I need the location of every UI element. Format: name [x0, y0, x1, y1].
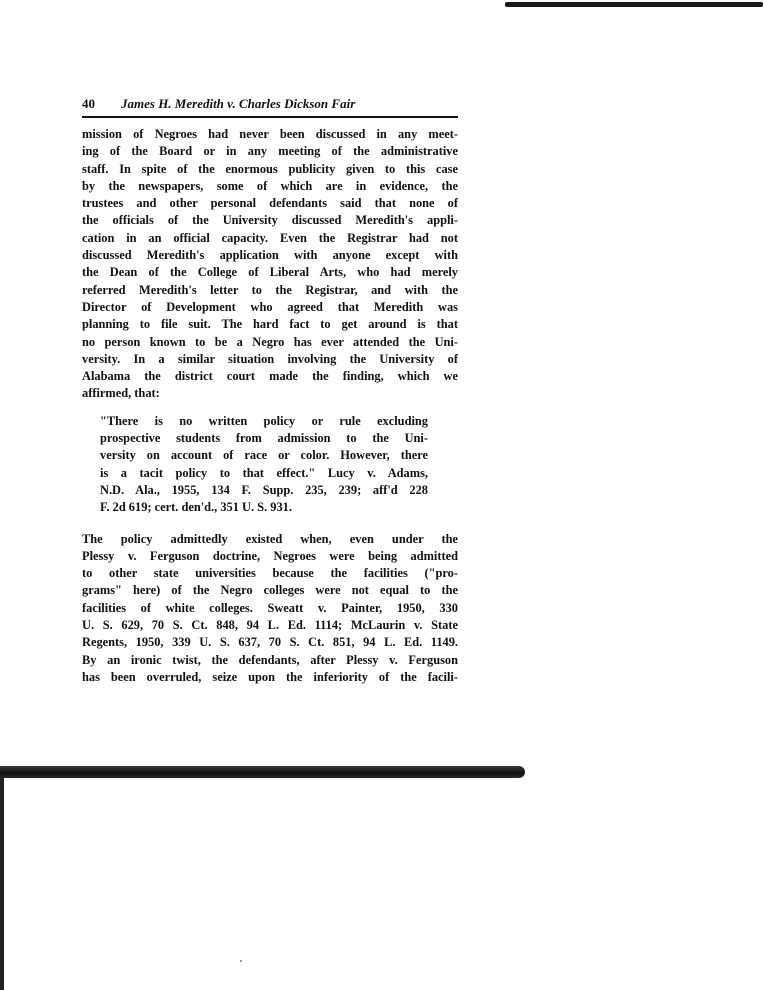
text-line: Plessy v. Ferguson doctrine, Negroes were being admitted [82, 548, 458, 563]
scan-shadow-left [0, 776, 4, 990]
text-line: ing of the Board or in any meeting of the administrative [82, 144, 458, 159]
text-line: has been overruled, seize upon the inferiority of the facili- [82, 669, 458, 684]
page-number: 40 [82, 96, 95, 111]
text-line: the Dean of the College of Liberal Arts, who had merely [82, 265, 458, 280]
text-line: grams" here) of the Negro colleges were not equal to the [82, 583, 458, 598]
quote-line: is a tacit policy to that effect." Lucy v. Adams, [100, 465, 428, 480]
page-body [82, 126, 458, 686]
quote-line: "There is no written policy or rule excluding [100, 413, 428, 428]
scan-shadow-band [0, 766, 525, 778]
quote-line: prospective students from admission to the Uni- [100, 431, 428, 446]
text-line: Alabama the district court made the finding, which we [82, 369, 458, 384]
text-line: the officials of the University discussed Meredith's appli- [82, 213, 458, 228]
text-line: staff. In spite of the enormous publicity given to this case [82, 161, 458, 176]
text-line: planning to file suit. The hard fact to get around is that [82, 317, 458, 332]
text-line: referred Meredith's letter to the Registrar, and with the [82, 282, 458, 297]
text-line: cation in an official capacity. Even the Registrar had not [82, 230, 458, 245]
text-line: versity. In a similar situation involving the University of [82, 351, 458, 366]
text-line: trustees and other personal defendants said that none of [82, 196, 458, 211]
paragraph-1 [82, 126, 458, 403]
text-line: discussed Meredith's application with anyone except with [82, 248, 458, 263]
text-line: Regents, 1950, 339 U. S. 637, 70 S. Ct. 851, 94 L. Ed. 1149. [82, 635, 458, 650]
text-line: to other state universities because the facilities ("pro- [82, 566, 458, 581]
text-line: affirmed, that: [82, 386, 160, 401]
book-page [82, 92, 458, 686]
running-header [82, 92, 458, 118]
text-line: The policy admittedly existed when, even under the [82, 531, 458, 546]
text-line: U. S. 629, 70 S. Ct. 848, 94 L. Ed. 1114; McLaurin v. State [82, 618, 458, 633]
text-line: no person known to be a Negro has ever attended the Uni- [82, 334, 458, 349]
scan-speck [240, 960, 242, 962]
quote-line: versity on account of race or color. However, there [100, 448, 428, 463]
paragraph-2 [82, 531, 458, 687]
text-line: Director of Development who agreed that Meredith was [82, 299, 458, 314]
scan-shadow-top [505, 2, 763, 7]
text-line: by the newspapers, some of which are in evidence, the [82, 178, 458, 193]
text-line: facilities of white colleges. Sweatt v. Painter, 1950, 330 [82, 600, 458, 615]
quote-line: N.D. Ala., 1955, 134 F. Supp. 235, 239; aff'd 228 [100, 482, 428, 497]
text-line: mission of Negroes had never been discussed in any meet- [82, 127, 458, 141]
block-quote [100, 413, 428, 517]
text-line: By an ironic twist, the defendants, after Plessy v. Ferguson [82, 652, 458, 667]
running-title: James H. Meredith v. Charles Dickson Fair [121, 96, 356, 111]
quote-line: F. 2d 619; cert. den'd., 351 U. S. 931. [100, 500, 292, 515]
